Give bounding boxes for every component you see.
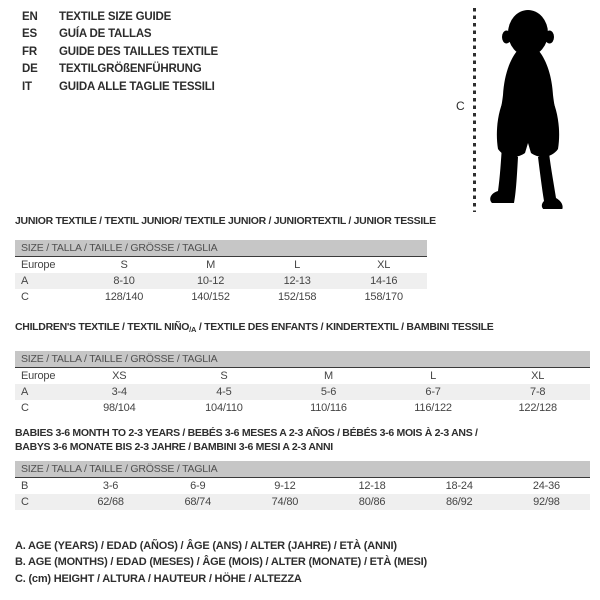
- babies-size-table: [15, 478, 590, 510]
- size-value-cell: L: [294, 258, 301, 271]
- size-value-cell: 18-24: [445, 480, 473, 492]
- size-table-row: [15, 273, 427, 289]
- row-label: B: [21, 480, 29, 492]
- size-value-cell: 80/86: [358, 496, 386, 508]
- size-value-cell: S: [120, 258, 128, 271]
- size-value-cell: 3-4: [111, 385, 127, 398]
- size-header-bar: SIZE / TALLA / TAILLE / GRÖSSE / TAGLIA: [15, 351, 590, 368]
- language-row: [22, 26, 218, 43]
- row-label: A: [21, 274, 29, 287]
- height-measure-label: C: [456, 99, 465, 113]
- language-code: EN: [22, 11, 38, 23]
- size-value-cell: XL: [377, 258, 391, 271]
- size-table-row: [15, 384, 590, 400]
- section-heading: [15, 321, 590, 337]
- size-table-row: [15, 289, 427, 305]
- language-code: FR: [22, 45, 37, 58]
- note-age-months: B. AGE (MONTHS) / EDAD (MESES) / ÂGE (MOIS) / ALTER (MONATE) / ETÀ (MESI): [15, 556, 427, 569]
- size-value-cell: 6-7: [425, 385, 441, 398]
- guide-title: GUÍA DE TALLAS: [59, 28, 152, 41]
- children-size-table: [15, 368, 590, 416]
- size-value-cell: 6-9: [190, 480, 206, 492]
- size-value-cell: 5-6: [320, 385, 337, 398]
- size-value-cell: 116/122: [414, 401, 452, 414]
- size-value-cell: S: [220, 369, 228, 382]
- row-label: C: [21, 401, 29, 414]
- size-value-cell: 10-12: [197, 274, 225, 287]
- language-row: [22, 79, 218, 96]
- row-label: Europe: [21, 258, 56, 271]
- size-value-cell: XS: [112, 369, 127, 382]
- size-value-cell: M: [324, 369, 333, 382]
- note-age-years: A. AGE (YEARS) / EDAD (AÑOS) / ÂGE (ANS) / ALTER (JAHRE) / ETÀ (ANNI): [15, 540, 397, 552]
- size-table-row: [15, 400, 590, 416]
- section-junior-textile: [15, 215, 436, 305]
- size-value-cell: M: [206, 258, 216, 271]
- size-value-cell: 12-18: [358, 480, 386, 492]
- language-code: IT: [22, 80, 32, 93]
- baby-silhouette-image: [487, 9, 571, 209]
- heading-subscript: /A: [189, 325, 197, 334]
- size-value-cell: 86/92: [445, 496, 473, 508]
- legend-notes: [15, 538, 427, 587]
- junior-size-table: [15, 257, 427, 305]
- guide-title: GUIDE DES TAILLES TEXTILE: [59, 45, 218, 58]
- size-value-cell: 7-8: [530, 385, 546, 398]
- size-value-cell: 12-13: [283, 274, 311, 287]
- size-value-cell: 98/104: [103, 401, 136, 414]
- section-heading: JUNIOR TEXTILE / TEXTIL JUNIOR/ TEXTILE JUNIOR / JUNIORTEXTIL / JUNIOR TESSILE: [15, 215, 436, 227]
- heading-line-1: BABIES 3-6 MONTH TO 2-3 YEARS / BEBÉS 3-6 MESES A 2-3 AÑOS / BÉBÉS 3-6 MOIS À 2-3 ANS /: [15, 427, 478, 439]
- guide-title: TEXTILGRÖßENFÜHRUNG: [59, 63, 202, 76]
- size-table-row: [15, 257, 427, 273]
- row-label: A: [21, 385, 29, 398]
- size-value-cell: 4-5: [216, 385, 232, 398]
- size-value-cell: 110/116: [310, 401, 347, 414]
- size-table-row: [15, 478, 590, 494]
- size-value-cell: 92/98: [533, 496, 560, 508]
- size-value-cell: 14-16: [370, 274, 398, 287]
- language-row: [22, 44, 218, 61]
- guide-title: TEXTILE SIZE GUIDE: [59, 11, 172, 23]
- row-label: C: [21, 290, 29, 303]
- size-value-cell: 9-12: [274, 480, 296, 492]
- size-value-cell: 152/158: [277, 290, 317, 303]
- row-label: Europe: [21, 369, 56, 382]
- size-value-cell: 104/110: [205, 401, 243, 414]
- size-value-cell: 158/170: [364, 290, 403, 303]
- heading-line-2: BABYS 3-6 MONATE BIS 2-3 JAHRE / BAMBINI 3-6 MESI A 2-3 ANNI: [15, 440, 333, 453]
- size-value-cell: 74/80: [271, 496, 299, 508]
- size-value-cell: 128/140: [104, 290, 144, 303]
- height-measure-dotted-line: [473, 8, 476, 212]
- language-code: ES: [22, 28, 37, 41]
- language-code: DE: [22, 63, 38, 76]
- note-height-cm: C. (cm) HEIGHT / ALTURA / HAUTEUR / HÖHE / ALTEZZA: [15, 572, 302, 585]
- size-header-bar: SIZE / TALLA / TAILLE / GRÖSSE / TAGLIA: [15, 240, 427, 257]
- size-value-cell: 122/128: [518, 401, 557, 414]
- size-value-cell: 140/152: [191, 290, 230, 303]
- language-row: [22, 61, 218, 78]
- size-header-bar: SIZE / TALLA / TAILLE / GRÖSSE / TAGLIA: [15, 461, 590, 478]
- size-value-cell: L: [430, 369, 437, 382]
- size-table-row: [15, 368, 590, 384]
- language-title-list: [22, 9, 218, 96]
- section-childrens-textile: [15, 321, 590, 416]
- heading-text: CHILDREN'S TEXTILE / TEXTIL NIÑO: [15, 321, 190, 333]
- section-babies-textile: [15, 427, 590, 510]
- guide-title: GUIDA ALLE TAGLIE TESSILI: [59, 80, 215, 93]
- size-value-cell: 8-10: [113, 274, 135, 287]
- size-value-cell: 3-6: [102, 480, 119, 492]
- size-value-cell: 68/74: [184, 496, 211, 508]
- size-table-row: [15, 494, 590, 510]
- row-label: C: [21, 496, 29, 508]
- size-value-cell: 62/68: [97, 496, 124, 508]
- section-heading: [15, 427, 590, 454]
- language-row: [22, 9, 218, 26]
- size-value-cell: XL: [531, 369, 545, 382]
- heading-text: / TEXTILE DES ENFANTS / KINDERTEXTIL / BAMBINI TESSILE: [196, 321, 494, 333]
- size-value-cell: 24-36: [532, 480, 560, 492]
